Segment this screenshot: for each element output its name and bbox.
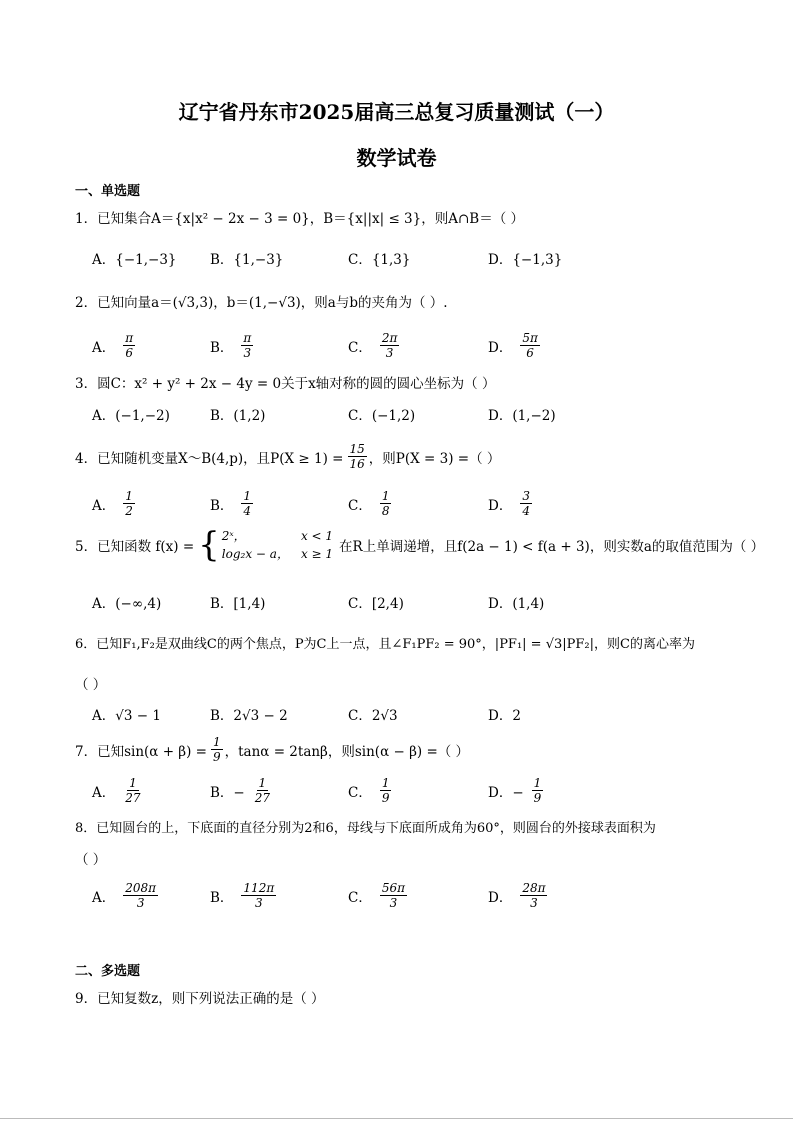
stem-text: 在R上单调递增，且f(2a − 1) < f(a + 3)，则实数a的取值范围为（ ） xyxy=(339,539,765,555)
question-5-option-a: A．(−∞,4) xyxy=(92,596,162,612)
section-multiple-choice: 二、多选题 xyxy=(75,964,141,979)
question-1-option-d: D．{−1,3} xyxy=(488,252,563,268)
fraction-denominator: 3 xyxy=(243,346,252,360)
option-label: D． xyxy=(488,497,513,514)
option-fraction xyxy=(123,331,135,360)
question-3-option-b: B．(1,2) xyxy=(210,408,266,424)
stem-text: 4．已知随机变量X～B(4,p)，且P(X ≥ 1) = xyxy=(75,450,344,467)
question-6-stem: 6．已知F₁,F₂是双曲线C的两个焦点，P为C上一点，且∠F₁PF₂ = 90°，|PF₁| = √3|PF₂|，则C的离心率为 xyxy=(75,637,695,652)
option-fraction xyxy=(520,489,532,518)
question-4-stem xyxy=(75,442,500,471)
question-7-stem xyxy=(75,735,469,764)
option-label: A． xyxy=(92,889,116,906)
fraction-numerator: π xyxy=(125,331,134,345)
fraction-numerator: 15 xyxy=(349,442,365,456)
option-fraction xyxy=(123,489,135,518)
case-condition: x < 1 xyxy=(300,529,334,543)
stem-text: ，则P(X = 3) =（ ） xyxy=(368,450,501,467)
question-6-stem-continued: （ ） xyxy=(75,677,107,693)
question-6-option-b: B．2√3 − 2 xyxy=(210,708,288,724)
fraction-denominator: 2 xyxy=(125,504,133,518)
question-4-option-a xyxy=(92,489,135,518)
question-3-stem: 3．圆C：x² + y² + 2x − 4y = 0关于x轴对称的圆的圆心坐标为（ ） xyxy=(75,376,496,392)
question-2-option-a xyxy=(92,331,135,360)
fraction-denominator: 9 xyxy=(212,750,221,764)
option-fraction xyxy=(380,489,392,518)
option-label: D．− xyxy=(488,784,524,801)
fraction-numerator: 5π xyxy=(522,331,538,345)
exam-title: 辽宁省丹东市2025届高三总复习质量测试（一） xyxy=(178,100,615,124)
fraction-denominator: 3 xyxy=(255,896,263,910)
question-6-option-a: A．√3 − 1 xyxy=(92,708,161,724)
option-label: C． xyxy=(348,784,372,801)
question-5-stem xyxy=(75,527,764,563)
question-8-stem: 8．已知圆台的上，下底面的直径分别为2和6，母线与下底面所成角为60°，则圆台的外接球表面积为 xyxy=(75,821,656,836)
page-bottom-rule xyxy=(0,1118,793,1119)
fraction-denominator: 4 xyxy=(522,504,530,518)
option-fraction xyxy=(241,489,253,518)
option-fraction xyxy=(520,881,547,910)
exam-subtitle: 数学试卷 xyxy=(356,146,437,170)
question-1-stem: 1．已知集合A＝{x|x² − 2x − 3 = 0}，B＝{x||x| ≤ 3}，则A∩B＝（ ） xyxy=(75,211,524,227)
question-7-option-d xyxy=(488,776,543,805)
question-3-option-a: A．(−1,−2) xyxy=(92,408,170,424)
stem-fraction xyxy=(348,442,367,471)
stem-text: 7．已知sin(α + β) = xyxy=(75,743,207,760)
option-label: A． xyxy=(92,497,116,514)
fraction-denominator: 3 xyxy=(389,896,398,910)
question-8-option-b xyxy=(210,881,276,910)
piecewise-brace: { xyxy=(198,525,220,565)
option-fraction xyxy=(532,776,544,805)
fraction-denominator: 9 xyxy=(381,791,390,805)
piecewise-cases xyxy=(222,527,333,563)
fraction-numerator: 208π xyxy=(125,881,157,895)
question-7-option-a xyxy=(92,776,143,805)
case-expression: log₂x − a， xyxy=(221,547,289,561)
section-single-choice: 一、单选题 xyxy=(75,184,141,199)
question-2-option-d xyxy=(488,331,540,360)
question-1-option-b: B．{1,−3} xyxy=(210,252,284,268)
fraction-numerator: 2π xyxy=(381,331,398,345)
fraction-numerator: 1 xyxy=(129,776,137,790)
option-label: B． xyxy=(210,497,234,514)
fraction-denominator: 3 xyxy=(530,896,538,910)
fraction-denominator: 6 xyxy=(125,346,134,360)
fraction-numerator: 28π xyxy=(522,881,546,895)
question-5-option-d: D．(1,4) xyxy=(488,596,545,612)
option-label: B． xyxy=(210,889,234,906)
fraction-numerator: 1 xyxy=(212,735,221,749)
option-fraction xyxy=(123,776,142,805)
fraction-numerator: π xyxy=(243,331,252,345)
question-4-option-d xyxy=(488,489,532,518)
option-label: C． xyxy=(348,497,372,514)
fraction-numerator: 3 xyxy=(522,489,530,503)
question-2-option-c xyxy=(348,331,399,360)
fraction-numerator: 56π xyxy=(381,881,405,895)
fraction-denominator: 3 xyxy=(385,346,394,360)
fraction-numerator: 112π xyxy=(243,881,275,895)
option-fraction xyxy=(241,881,276,910)
question-3-option-c: C．(−1,2) xyxy=(348,408,416,424)
option-label: C． xyxy=(348,339,372,356)
fraction-denominator: 6 xyxy=(526,346,534,360)
question-9-stem: 9．已知复数z，则下列说法正确的是（ ） xyxy=(75,991,325,1007)
option-fraction xyxy=(123,881,158,910)
question-6-option-d: D．2 xyxy=(488,708,521,724)
question-8-option-a xyxy=(92,881,158,910)
option-label: D． xyxy=(488,339,513,356)
fraction-numerator: 1 xyxy=(381,776,390,790)
option-fraction xyxy=(253,776,272,805)
question-7-option-c xyxy=(348,776,391,805)
question-4-option-c xyxy=(348,489,391,518)
fraction-denominator: 16 xyxy=(349,457,365,471)
question-8-option-d xyxy=(488,881,547,910)
question-1-option-c: C．{1,3} xyxy=(348,252,411,268)
stem-text: ，tanα = 2tanβ，则sin(α − β) =（ ） xyxy=(224,743,470,760)
option-fraction xyxy=(380,776,392,805)
fraction-denominator: 9 xyxy=(533,791,542,805)
question-7-option-b xyxy=(210,776,272,805)
question-2-stem: 2．已知向量a＝(√3,3)，b＝(1,−√3)，则a与b的夹角为（ ）. xyxy=(75,295,448,311)
option-label: B．− xyxy=(210,784,245,801)
question-5-option-b: B．[1,4) xyxy=(210,596,266,612)
option-label: D． xyxy=(488,889,513,906)
option-label: B． xyxy=(210,339,234,356)
fraction-denominator: 8 xyxy=(381,504,390,518)
fraction-numerator: 1 xyxy=(243,489,252,503)
case-expression: 2ˣ， xyxy=(221,529,246,543)
option-fraction xyxy=(380,881,407,910)
option-fraction xyxy=(380,331,400,360)
question-6-option-c: C．2√3 xyxy=(348,708,398,724)
question-3-option-d: D．(1,−2) xyxy=(488,408,556,424)
stem-fraction xyxy=(211,735,223,764)
question-1-option-a: A．{−1,−3} xyxy=(92,252,177,268)
option-label: A． xyxy=(92,339,116,356)
option-label: A． xyxy=(92,784,116,801)
fraction-denominator: 27 xyxy=(254,791,271,805)
question-2-option-b xyxy=(210,331,253,360)
stem-text: 5．已知函数 f(x) = xyxy=(75,539,195,555)
case-condition: x ≥ 1 xyxy=(300,547,334,561)
option-fraction xyxy=(520,331,540,360)
question-8-stem-continued: （ ） xyxy=(75,852,107,868)
question-5-option-c: C．[2,4) xyxy=(348,596,404,612)
option-fraction xyxy=(241,331,253,360)
fraction-denominator: 27 xyxy=(125,791,141,805)
fraction-denominator: 3 xyxy=(136,896,145,910)
question-4-option-b xyxy=(210,489,253,518)
fraction-numerator: 1 xyxy=(533,776,542,790)
fraction-numerator: 1 xyxy=(258,776,267,790)
fraction-denominator: 4 xyxy=(243,504,252,518)
fraction-numerator: 1 xyxy=(381,489,390,503)
option-label: C． xyxy=(348,889,372,906)
fraction-numerator: 1 xyxy=(125,489,133,503)
question-8-option-c xyxy=(348,881,407,910)
